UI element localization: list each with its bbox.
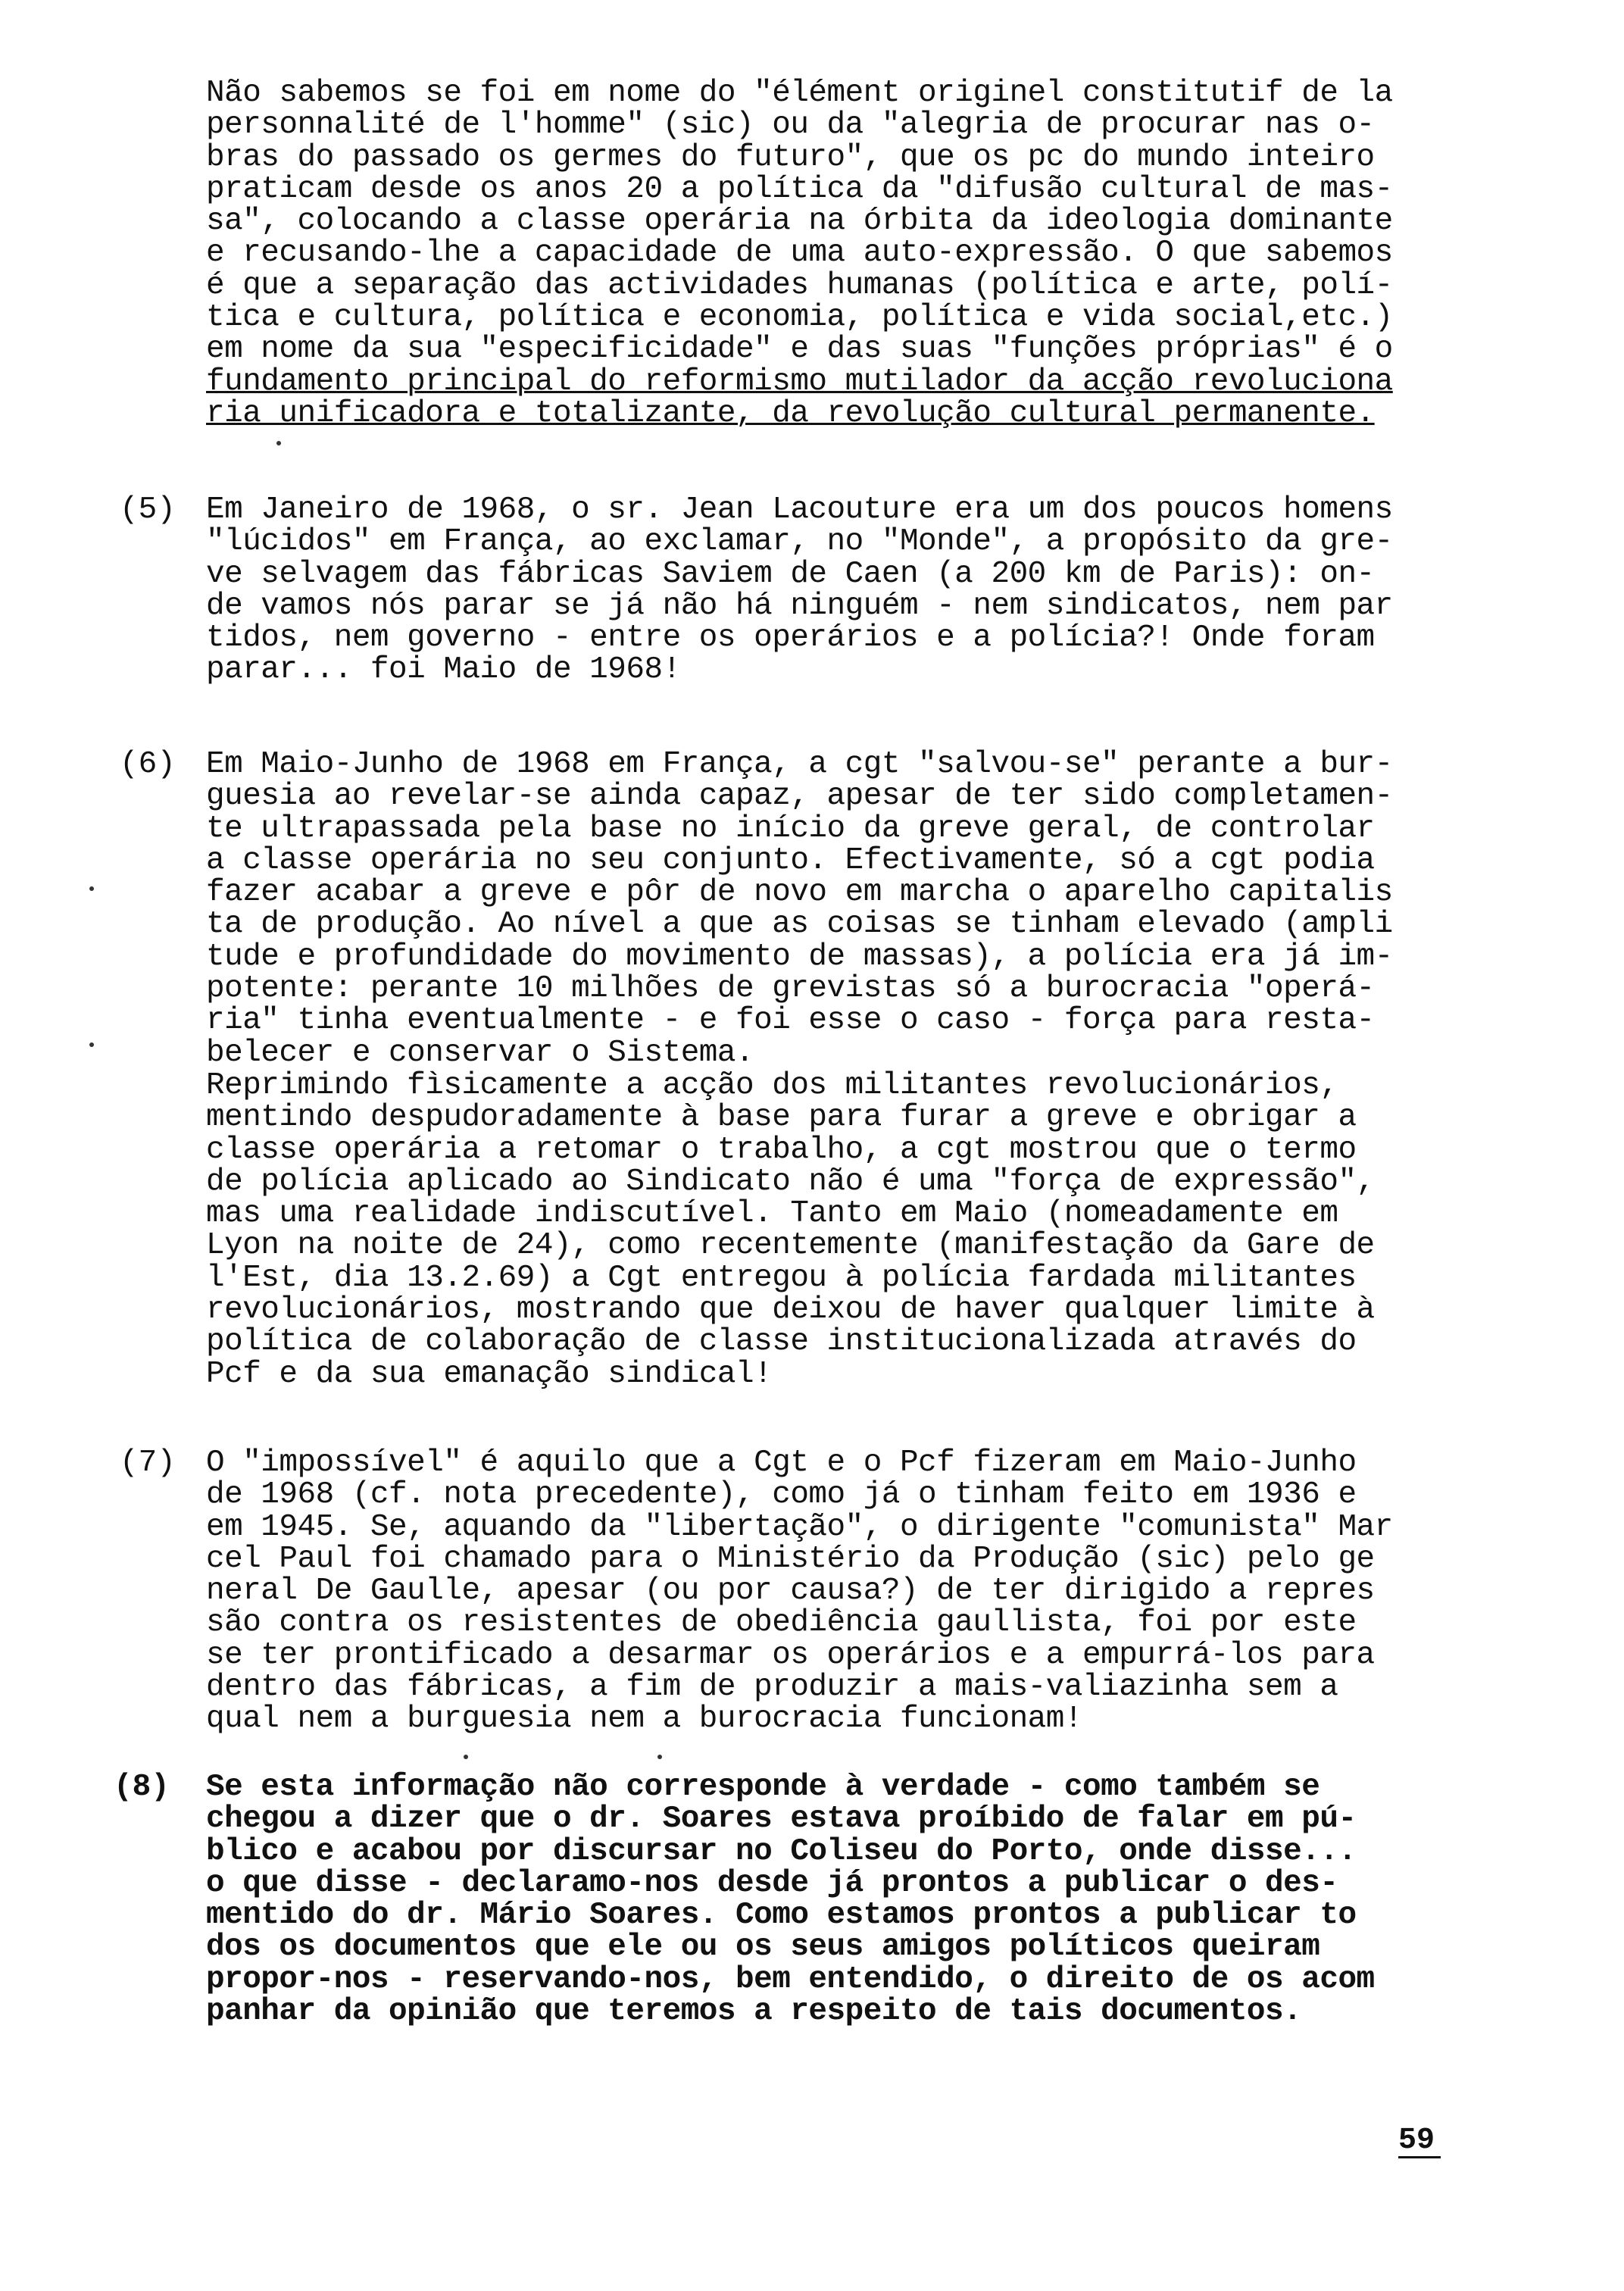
- text-line: chegou a dizer que o dr. Soares estava proíbido de falar em pú-: [206, 1802, 1357, 1837]
- text-line: cel Paul foi chamado para o Ministério da Produção (sic) pelo ge: [206, 1541, 1375, 1577]
- text-line: ve selvagem das fábricas Saviem de Caen (a 200 km de Paris): on-: [206, 556, 1375, 592]
- text-line: é que a separação das actividades humanas (política e arte, polí-: [206, 267, 1393, 303]
- scan-speck: [464, 1755, 468, 1759]
- note-number: (5): [120, 492, 176, 527]
- text-line: fazer acabar a greve e pôr de novo em marcha o aparelho capitalis: [206, 875, 1393, 911]
- text-line: Pcf e da sua emanação sindical!: [206, 1356, 773, 1392]
- text-line: o que disse - declaramo-nos desde já prontos a publicar o des-: [206, 1865, 1338, 1901]
- text-line: blico e acabou por discursar no Coliseu do Porto, onde disse...: [206, 1833, 1357, 1869]
- text-line: são contra os resistentes de obediência gaullista, foi por este: [206, 1605, 1357, 1641]
- text-line: revolucionários, mostrando que deixou de haver qualquer limite à: [206, 1292, 1375, 1328]
- text-line: classe operária a retomar o trabalho, a cgt mostrou que o termo: [206, 1132, 1357, 1167]
- text-line: ria" tinha eventualmente - e foi esse o caso - força para resta-: [206, 1003, 1375, 1039]
- text-line: belecer e conservar o Sistema.: [206, 1035, 754, 1070]
- note-number: (7): [120, 1446, 176, 1480]
- text-line: dos os documentos que ele ou os seus amigos políticos queiram: [206, 1930, 1320, 1965]
- text-line: tude e profundidade do movimento de massas), a polícia era já im-: [206, 939, 1393, 974]
- text-line: Em Maio-Junho de 1968 em França, a cgt "salvou-se" perante a bur-: [206, 747, 1393, 782]
- note-number: (8): [114, 1770, 170, 1805]
- scan-speck: [89, 886, 94, 891]
- text-line: e recusando-lhe a capacidade de uma auto-expressão. O que sabemos: [206, 236, 1393, 271]
- text-line: Se esta informação não corresponde à verdade - como também se: [206, 1770, 1320, 1805]
- paragraph-intro: [206, 77, 1494, 430]
- text-line: personnalité de l'homme" (sic) ou da "alegria de procurar nas o-: [206, 108, 1375, 143]
- scan-speck: [89, 1042, 94, 1047]
- text-line: bras do passado os germes do futuro", que os pc do mundo inteiro: [206, 139, 1375, 175]
- text-line: propor-nos - reservando-nos, bem entendido, o direito de os acom: [206, 1961, 1375, 1997]
- text-line: política de colaboração de classe institucionalizada através do: [206, 1324, 1357, 1360]
- text-line: l'Est, dia 13.2.69) a Cgt entregou à polícia fardada militantes: [206, 1260, 1357, 1296]
- scan-speck: [657, 1755, 662, 1759]
- text-line: Não sabemos se foi em nome do "élément originel constitutif de la: [206, 76, 1393, 111]
- note-6-continued: [206, 1070, 1494, 1390]
- text-line: te ultrapassada pela base no início da greve geral, de controlar: [206, 811, 1375, 846]
- text-line: sa", colocando a classe operária na órbita da ideologia dominante: [206, 204, 1393, 239]
- text-line: qual nem a burguesia nem a burocracia funcionam!: [206, 1702, 1082, 1737]
- text-line: mas uma realidade indiscutível. Tanto em Maio (nomeadamente em: [206, 1196, 1338, 1232]
- text-line: mentindo despudoradamente à base para furar a greve e obrigar a: [206, 1100, 1357, 1136]
- text-line: ta de produção. Ao nível a que as coisas se tinham elevado (ampli: [206, 907, 1393, 942]
- text-line: se ter prontificado a desarmar os operários e a empurrá-los para: [206, 1637, 1375, 1673]
- text-line: panhar da opinião que teremos a respeito de tais documentos.: [206, 1994, 1302, 2030]
- text-line: de 1968 (cf. nota precedente), como já o tinham feito em 1936 e: [206, 1477, 1357, 1513]
- note-5: [206, 494, 1494, 686]
- text-line: Lyon na noite de 24), como recentemente (manifestação da Gare de: [206, 1228, 1375, 1264]
- text-line: tidos, nem governo - entre os operários e a polícia?! Onde foram: [206, 620, 1375, 656]
- text-line: tica e cultura, política e economia, política e vida social,etc.): [206, 300, 1393, 336]
- text-line: parar... foi Maio de 1968!: [206, 652, 681, 688]
- note-6: [206, 749, 1494, 1069]
- text-line: de vamos nós parar se já não há ninguém - nem sindicatos, nem par: [206, 588, 1393, 624]
- text-line: fundamento principal do reformismo mutilador da acção revoluciona: [206, 364, 1393, 399]
- scan-speck: [276, 441, 281, 445]
- text-line: Reprimindo fìsicamente a acção dos militantes revolucionários,: [206, 1068, 1338, 1103]
- text-line: em 1945. Se, aquando da "libertação", o dirigente "comunista" Mar: [206, 1509, 1393, 1545]
- text-line: Em Janeiro de 1968, o sr. Jean Lacouture era um dos poucos homens: [206, 492, 1393, 527]
- text-line: "lúcidos" em França, ao exclamar, no "Monde", a propósito da gre-: [206, 524, 1393, 560]
- page-number: 59: [1398, 2126, 1441, 2158]
- text-line: O "impossível" é aquilo que a Cgt e o Pcf fizeram em Maio-Junho: [206, 1446, 1357, 1480]
- text-line: dentro das fábricas, a fim de produzir a mais-valiazinha sem a: [206, 1670, 1338, 1705]
- note-number: (6): [120, 747, 176, 782]
- text-line: a classe operária no seu conjunto. Efectivamente, só a cgt podia: [206, 842, 1375, 878]
- text-line: em nome da sua "especificidade" e das suas "funções próprias" é o: [206, 332, 1393, 367]
- text-line: mentido do dr. Mário Soares. Como estamos prontos a publicar to: [206, 1898, 1357, 1933]
- text-line: de polícia aplicado ao Sindicato não é uma "força de expressão",: [206, 1164, 1375, 1199]
- text-line: neral De Gaulle, apesar (ou por causa?) de ter dirigido a repres: [206, 1574, 1375, 1609]
- text-line: praticam desde os anos 20 a política da "difusão cultural de mas-: [206, 171, 1393, 207]
- text-line: potente: perante 10 milhões de grevistas só a burocracia "operá-: [206, 971, 1375, 1007]
- note-8: [206, 1770, 1494, 2030]
- note-7: [206, 1447, 1494, 1736]
- text-line: guesia ao revelar-se ainda capaz, apesar de ter sido completamen-: [206, 779, 1393, 814]
- text-line: ria unificadora e totalizante, da revolução cultural permanente.: [206, 395, 1375, 431]
